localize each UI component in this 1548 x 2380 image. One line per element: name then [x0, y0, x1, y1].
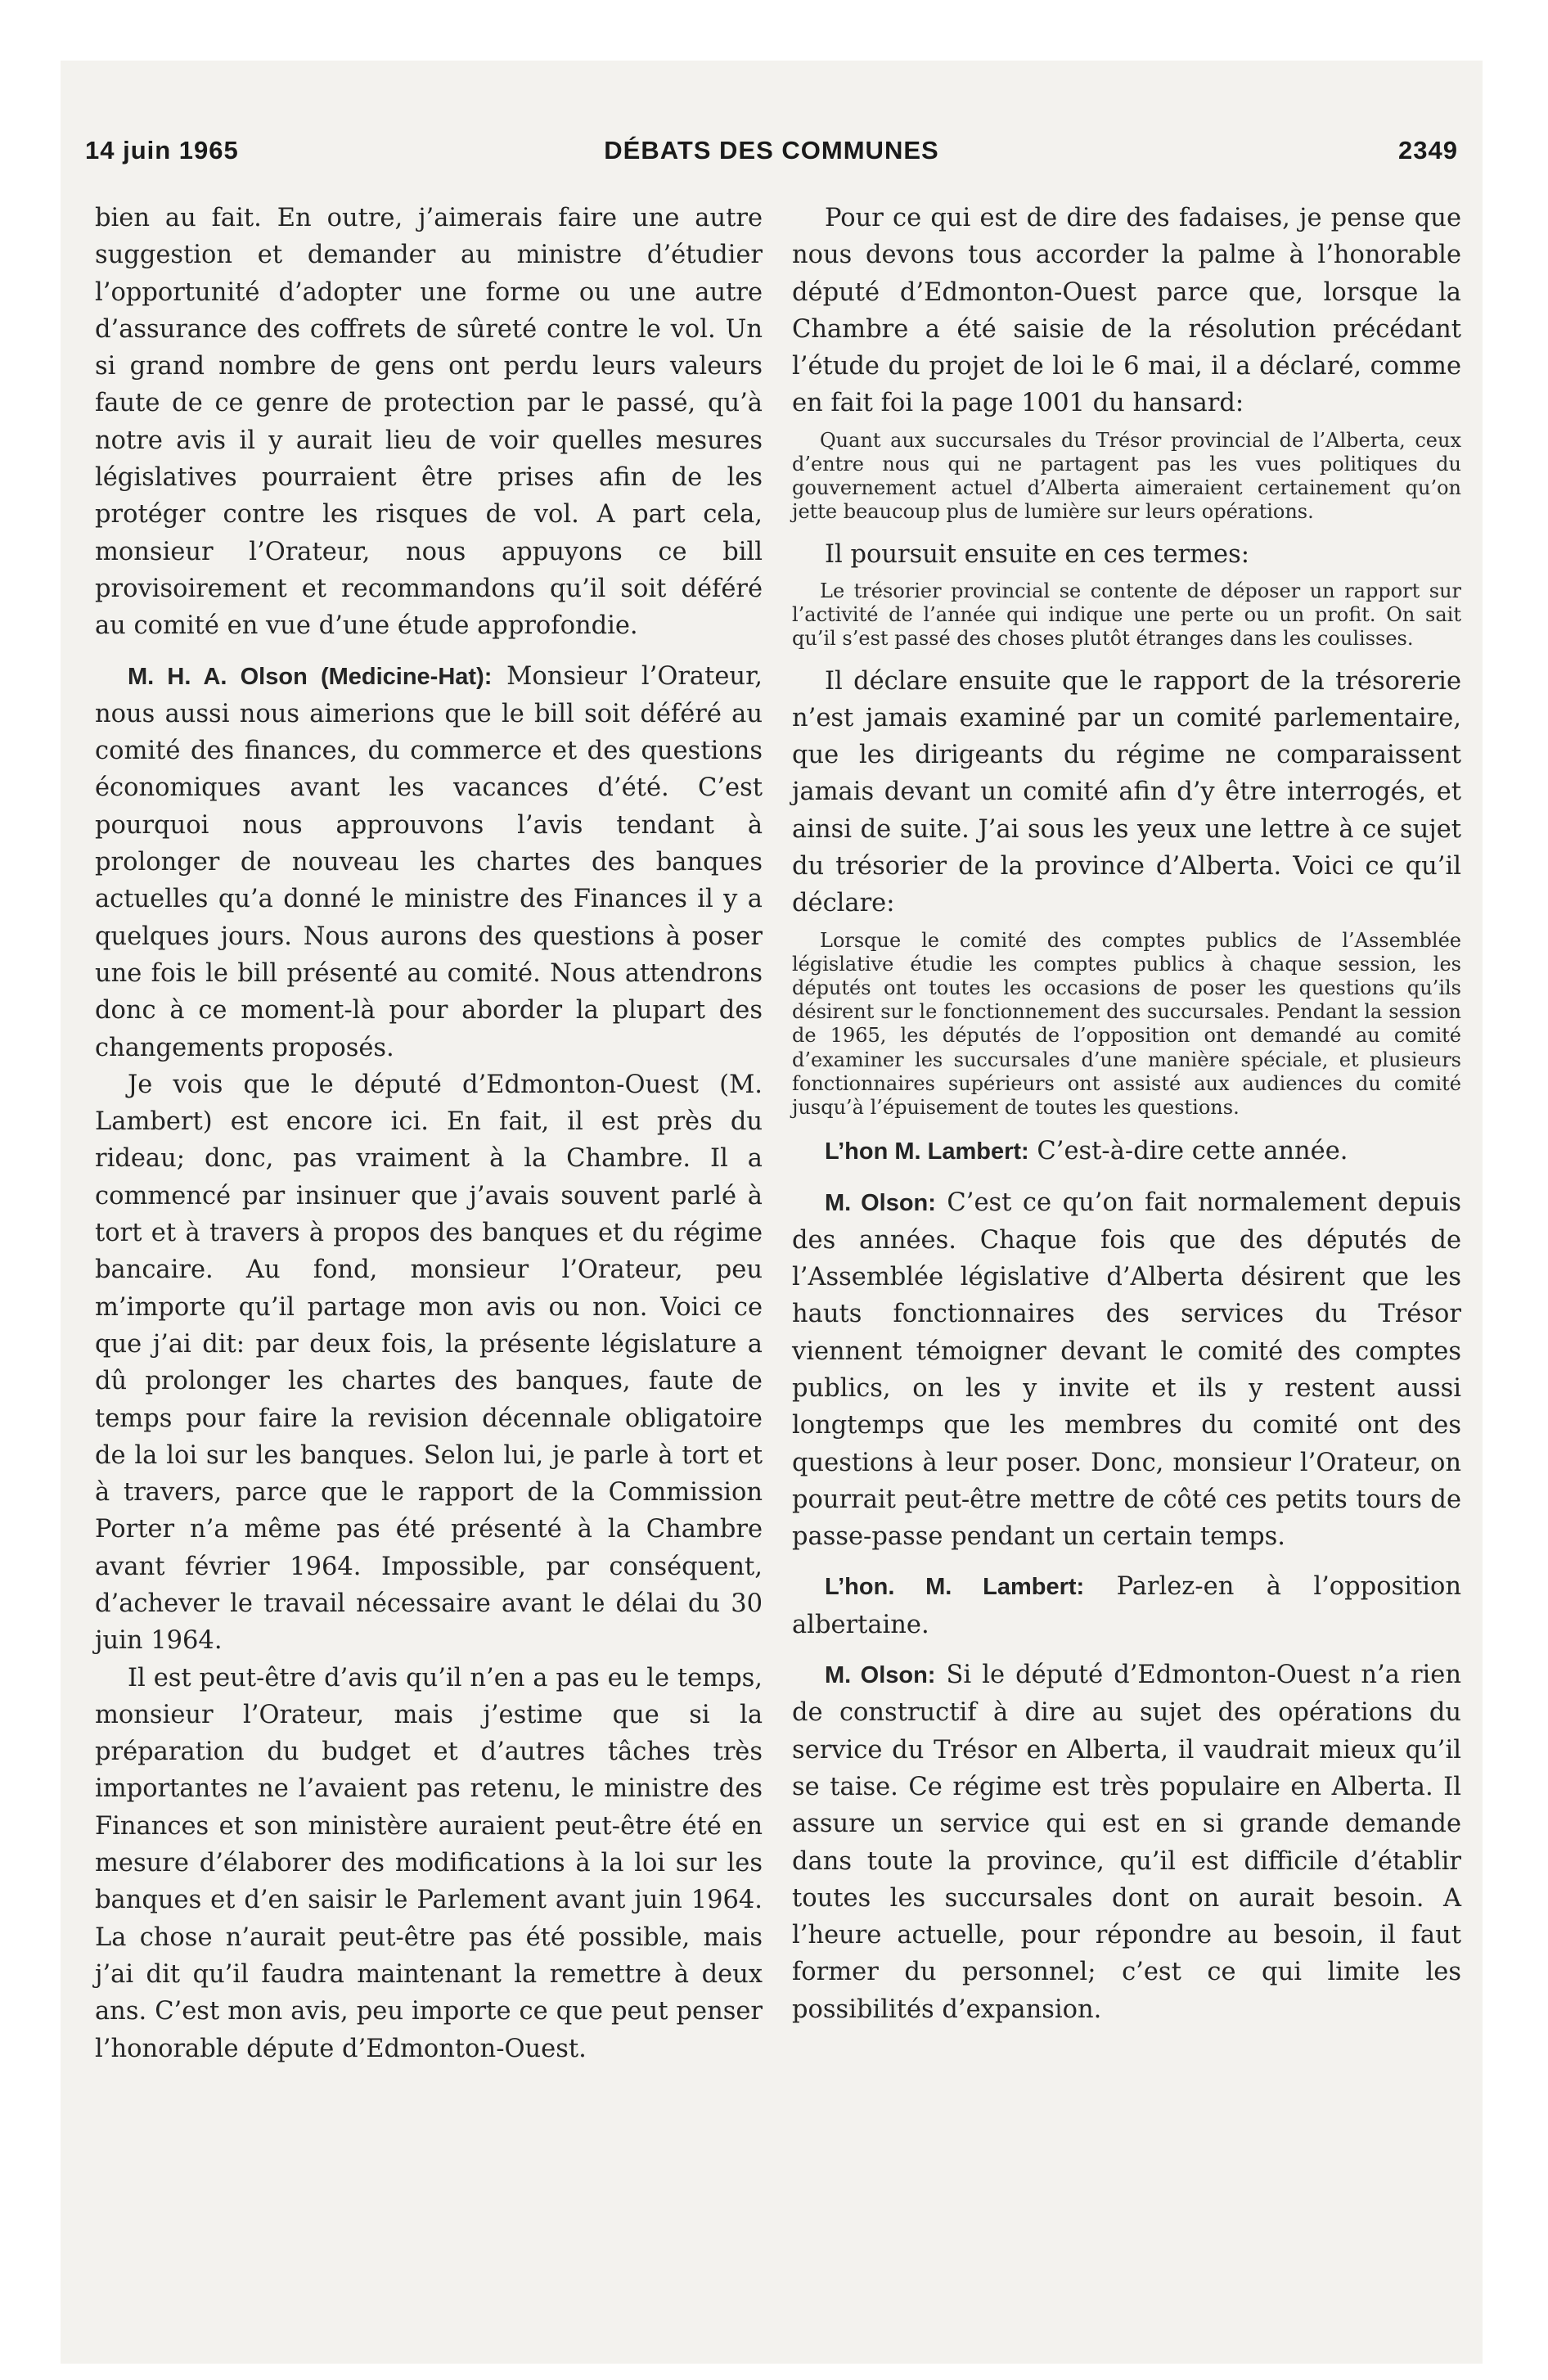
speaker-name: L’hon M. Lambert:	[825, 1138, 1029, 1165]
speech-text: Monsieur l’Orateur, nous aussi nous aimerions que le bill soit déféré au comité des finances, du commerce et des questions économiques avant les vacances d’été. C’est pourquoi nous approuvons l’avis tendant à prolonger de nouveau les chartes des banques actuelles qu’a donné le ministre des Finances il y a quelques jours. Nous aurons des questions à poser une fois le bill présenté au comité. Nous attendrons donc à ce moment-là pour aborder la plupart des changements proposés.	[95, 661, 763, 1062]
speaker-name: L’hon. M. Lambert:	[825, 1574, 1085, 1601]
speaker-name: M. Olson:	[825, 1662, 936, 1689]
page-header	[85, 136, 1458, 177]
paragraph: Il déclare ensuite que le rapport de la trésorerie n’est jamais examiné par un comité parlementaire, que les dirigeants du régime ne comparaissent jamais devant un comité afin d’y être interrogés, et ainsi de suite. J’ai sous les yeux une lettre à ce sujet du trésorier de la province d’Alberta. Voici ce qu’il déclare:	[792, 666, 1461, 918]
speech-text: C’est ce qu’on fait normalement depuis des années. Chaque fois que des députés de l’Assemblée législative d’Alberta désirent que les hauts fonctionnaires des services du Trésor viennent témoigner devant le comité des comptes publics, on les y invite et ils y restent aussi longtemps que les membres du comité ont des questions à leur poser. Donc, monsieur l’Orateur, on pourrait peut-être mettre de côté ces petits tours de passe-passe pendant un certain temps.	[792, 1188, 1461, 1552]
speech-paragraph	[792, 1568, 1461, 1643]
block-quote: Le trésorier provincial se contente de déposer un rapport sur l’activité de l’année qui indique une perte ou un profit. On sait qu’il s’est passé des choses plutôt étranges dans les coulisses.	[792, 579, 1461, 651]
paragraph: Il est peut-être d’avis qu’il n’en a pas eu le temps, monsieur l’Orateur, mais j’estime que si la préparation du budget et d’autres tâches très importantes ne l’avaient pas retenu, le ministre des Finances et son ministère auraient peut-être été en mesure d’élaborer des modifications à la loi sur les banques et d’en saisir le Parlement avant juin 1964. La chose n’aurait peut-être pas été possible, mais j’ai dit qu’il faudra maintenant la remettre à deux ans. C’est mon avis, peu importe ce que peut penser l’honorable députe d’Edmonton-Ouest.	[95, 1663, 763, 2063]
block-quote: Lorsque le comité des comptes publics de l’Assemblée législative étudie les comptes publics à chaque session, les députés ont toutes les occasions de poser les questions qu’ils désirent sur le fonctionnement des succursales. Pendant la session de 1965, les députés de l’opposition ont demandé au comité d’examiner les succursales d’une manière spéciale, et plusieurs fonctionnaires supérieurs ont assisté aux audiences du comité jusqu’à l’épuisement de toutes les questions.	[792, 928, 1461, 1119]
header-title: DÉBATS DES COMMUNES	[604, 136, 939, 165]
paragraph: Pour ce qui est de dire des fadaises, je pense que nous devons tous accorder la palme à l’honorable député d’Edmonton-Ouest parce que, lorsque la Chambre a été saisie de la résolution précédant l’étude du projet de loi le 6 mai, il a déclaré, comme en fait foi la page 1001 du hansard:	[792, 204, 1461, 418]
left-column	[95, 200, 763, 2067]
paragraph: Il poursuit ensuite en ces termes:	[825, 539, 1250, 569]
page-number: 2349	[1398, 136, 1458, 165]
speech-paragraph	[792, 1184, 1461, 1556]
block-quote: Quant aux succursales du Trésor provincial de l’Alberta, ceux d’entre nous qui ne partagent pas les vues politiques du gouvernement actuel d’Alberta aimeraient certainement qu’on jette beaucoup plus de lumière sur leurs opérations.	[792, 428, 1461, 524]
speech-text: C’est-à-dire cette année.	[1028, 1137, 1348, 1166]
speech-paragraph	[792, 1133, 1461, 1170]
scanned-page	[61, 61, 1483, 2364]
paragraph: Je vois que le député d’Edmonton-Ouest (M. Lambert) est encore ici. En fait, il est près du rideau; donc, pas vraiment à la Chambre. Il a commencé par insinuer que j’avais souvent parlé à tort et à travers à propos des banques et du régime bancaire. Au fond, monsieur l’Orateur, peu m’importe qu’il partage mon avis ou non. Voici ce que j’ai dit: par deux fois, la présente législature a dû prolonger les chartes des banques, faute de temps pour faire la revision décennale obligatoire de la loi sur les banques. Selon lui, je parle à tort et à travers, parce que le rapport de la Commission Porter n’a même pas été présenté à la Chambre avant février 1964. Impossible, par conséquent, d’achever le travail nécessaire avant le délai du 30 juin 1964.	[95, 1070, 763, 1656]
paragraph: bien au fait. En outre, j’aimerais faire une autre suggestion et demander au ministre d’étudier l’opportunité d’adopter une forme ou une autre d’assurance des coffrets de sûreté contre le vol. Un si grand nombre de gens ont perdu leurs valeurs faute de ce genre de protection par le passé, qu’à notre avis il y aurait lieu de voir quelles mesures législatives pourraient être prises afin de les protéger contre les risques de vol. A part cela, monsieur l’Orateur, nous appuyons ce bill provisoirement et recommandons qu’il soit déféré au comité en vue d’une étude approfondie.	[95, 204, 763, 641]
speech-text: Si le député d’Edmonton-Ouest n’a rien de constructif à dire au sujet des opérations du service du Trésor en Alberta, il vaudrait mieux qu’il se taise. Ce régime est très populaire en Alberta. Il assure un service qui est en si grande demande dans toute la province, qu’il est difficile d’établir toutes les succursales dont on aurait besoin. A l’heure actuelle, pour répondre au besoin, il faut former du personnel; c’est ce qui limite les possibilités d’expansion.	[792, 1661, 1461, 2024]
speaker-name: M. Olson:	[825, 1189, 936, 1216]
right-column	[792, 200, 1461, 2028]
header-date: 14 juin 1965	[85, 136, 239, 165]
speaker-name: M. H. A. Olson (Medicine-Hat):	[128, 663, 493, 690]
speech-paragraph	[95, 658, 763, 1066]
speech-text: Parlez-en à l’opposition albertaine.	[792, 1572, 1461, 1639]
speech-paragraph	[792, 1657, 1461, 2028]
